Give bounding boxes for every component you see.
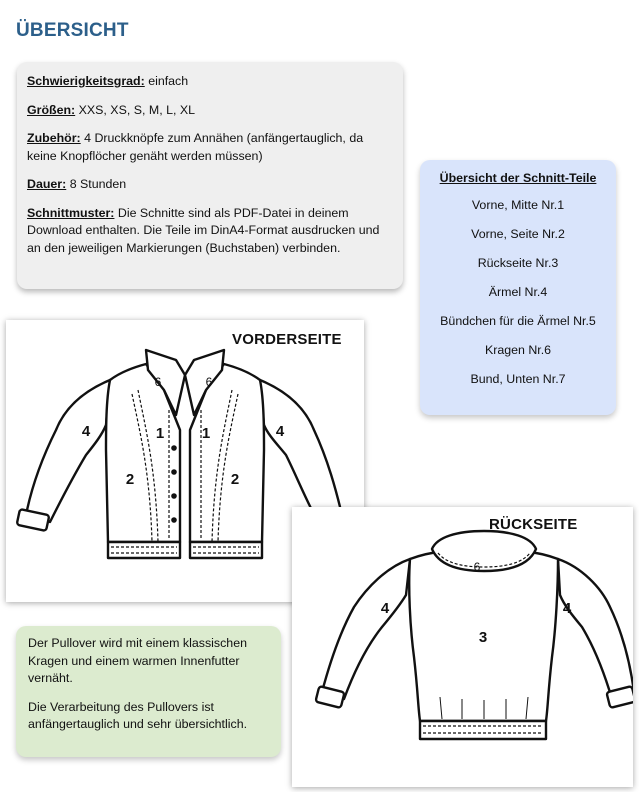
pattern-label: Schnittmuster: — [27, 205, 115, 220]
waistband-right — [190, 542, 262, 558]
parts-item: Kragen Nr.6 — [484, 343, 552, 357]
difficulty-row — [27, 73, 393, 91]
back-label-collar: 6 — [473, 560, 481, 574]
pattern-value: Die Schnitte sind als PDF-Datei in deinem Download enthalten. Die Teile im DinA4-Format ausdrucken und an den jeweiligen Markierungen (Buchstaben) verbinden. — [27, 205, 380, 255]
back-collar — [432, 531, 536, 571]
back-label-sleeve-right: 4 — [562, 600, 572, 617]
left-sleeve — [26, 380, 110, 522]
difficulty-value: einfach — [144, 74, 189, 88]
pattern-parts-box — [420, 160, 616, 415]
sweater-back-illustration — [292, 507, 633, 787]
duration-value: 8 Stunden — [66, 177, 127, 191]
front-view-label: VORDERSEITE — [232, 331, 342, 348]
back-right-sleeve — [558, 559, 633, 699]
page-title: ÜBERSICHT — [16, 20, 129, 41]
duration-row — [27, 176, 393, 194]
duration-label: Dauer: — [27, 177, 67, 191]
front-label-center-left: 1 — [155, 425, 165, 442]
notes-box — [16, 626, 281, 757]
front-label-side-right: 2 — [230, 471, 240, 488]
parts-title: Übersicht der Schnitt-Teile — [439, 171, 597, 185]
accessories-label: Zubehör: — [27, 131, 81, 145]
front-label-collar-right: 6 — [205, 375, 213, 389]
front-label-center-right: 1 — [201, 425, 211, 442]
accessories-row — [27, 130, 393, 165]
back-view-panel — [292, 507, 633, 787]
back-label-sleeve-left: 4 — [380, 600, 390, 617]
parts-item: Rückseite Nr.3 — [477, 256, 559, 270]
back-waistband — [420, 721, 546, 739]
right-sleeve — [260, 380, 342, 522]
front-label-collar-left: 6 — [154, 375, 162, 389]
parts-item: Vorne, Seite Nr.2 — [471, 227, 565, 241]
sizes-value: XXS, XS, S, M, L, XL — [75, 102, 196, 117]
accessories-value: 4 Druckknöpfe zum Annähen (anfängertauglich, da keine Knopflöcher genäht werden müssen) — [27, 131, 364, 163]
parts-item: Ärmel Nr.4 — [488, 285, 548, 299]
note-paragraph: Die Verarbeitung des Pullovers ist anfängertauglich und sehr übersichtlich. — [28, 699, 248, 731]
note-paragraph: Der Pullover wird mit einem klassischen Kragen und einem warmen Innenfutter vernäht. — [28, 636, 247, 685]
back-label-body: 3 — [478, 629, 488, 646]
waistband-left — [108, 542, 180, 558]
parts-item: Vorne, Mitte Nr.1 — [471, 198, 565, 212]
parts-item: Bündchen für die Ärmel Nr.5 — [440, 314, 596, 328]
details-box — [17, 62, 403, 289]
difficulty-label: Schwierigkeitsgrad: — [27, 74, 145, 88]
front-label-sleeve-left: 4 — [81, 423, 91, 440]
parts-list — [420, 197, 616, 400]
pattern-row — [27, 205, 393, 258]
parts-item: Bund, Unten Nr.7 — [470, 372, 566, 386]
sizes-label: Größen: — [27, 102, 76, 117]
back-view-label: RÜCKSEITE — [489, 516, 578, 533]
front-label-sleeve-right: 4 — [275, 423, 285, 440]
sizes-row — [27, 102, 393, 120]
front-label-side-left: 2 — [125, 471, 135, 488]
back-left-sleeve — [322, 559, 410, 699]
